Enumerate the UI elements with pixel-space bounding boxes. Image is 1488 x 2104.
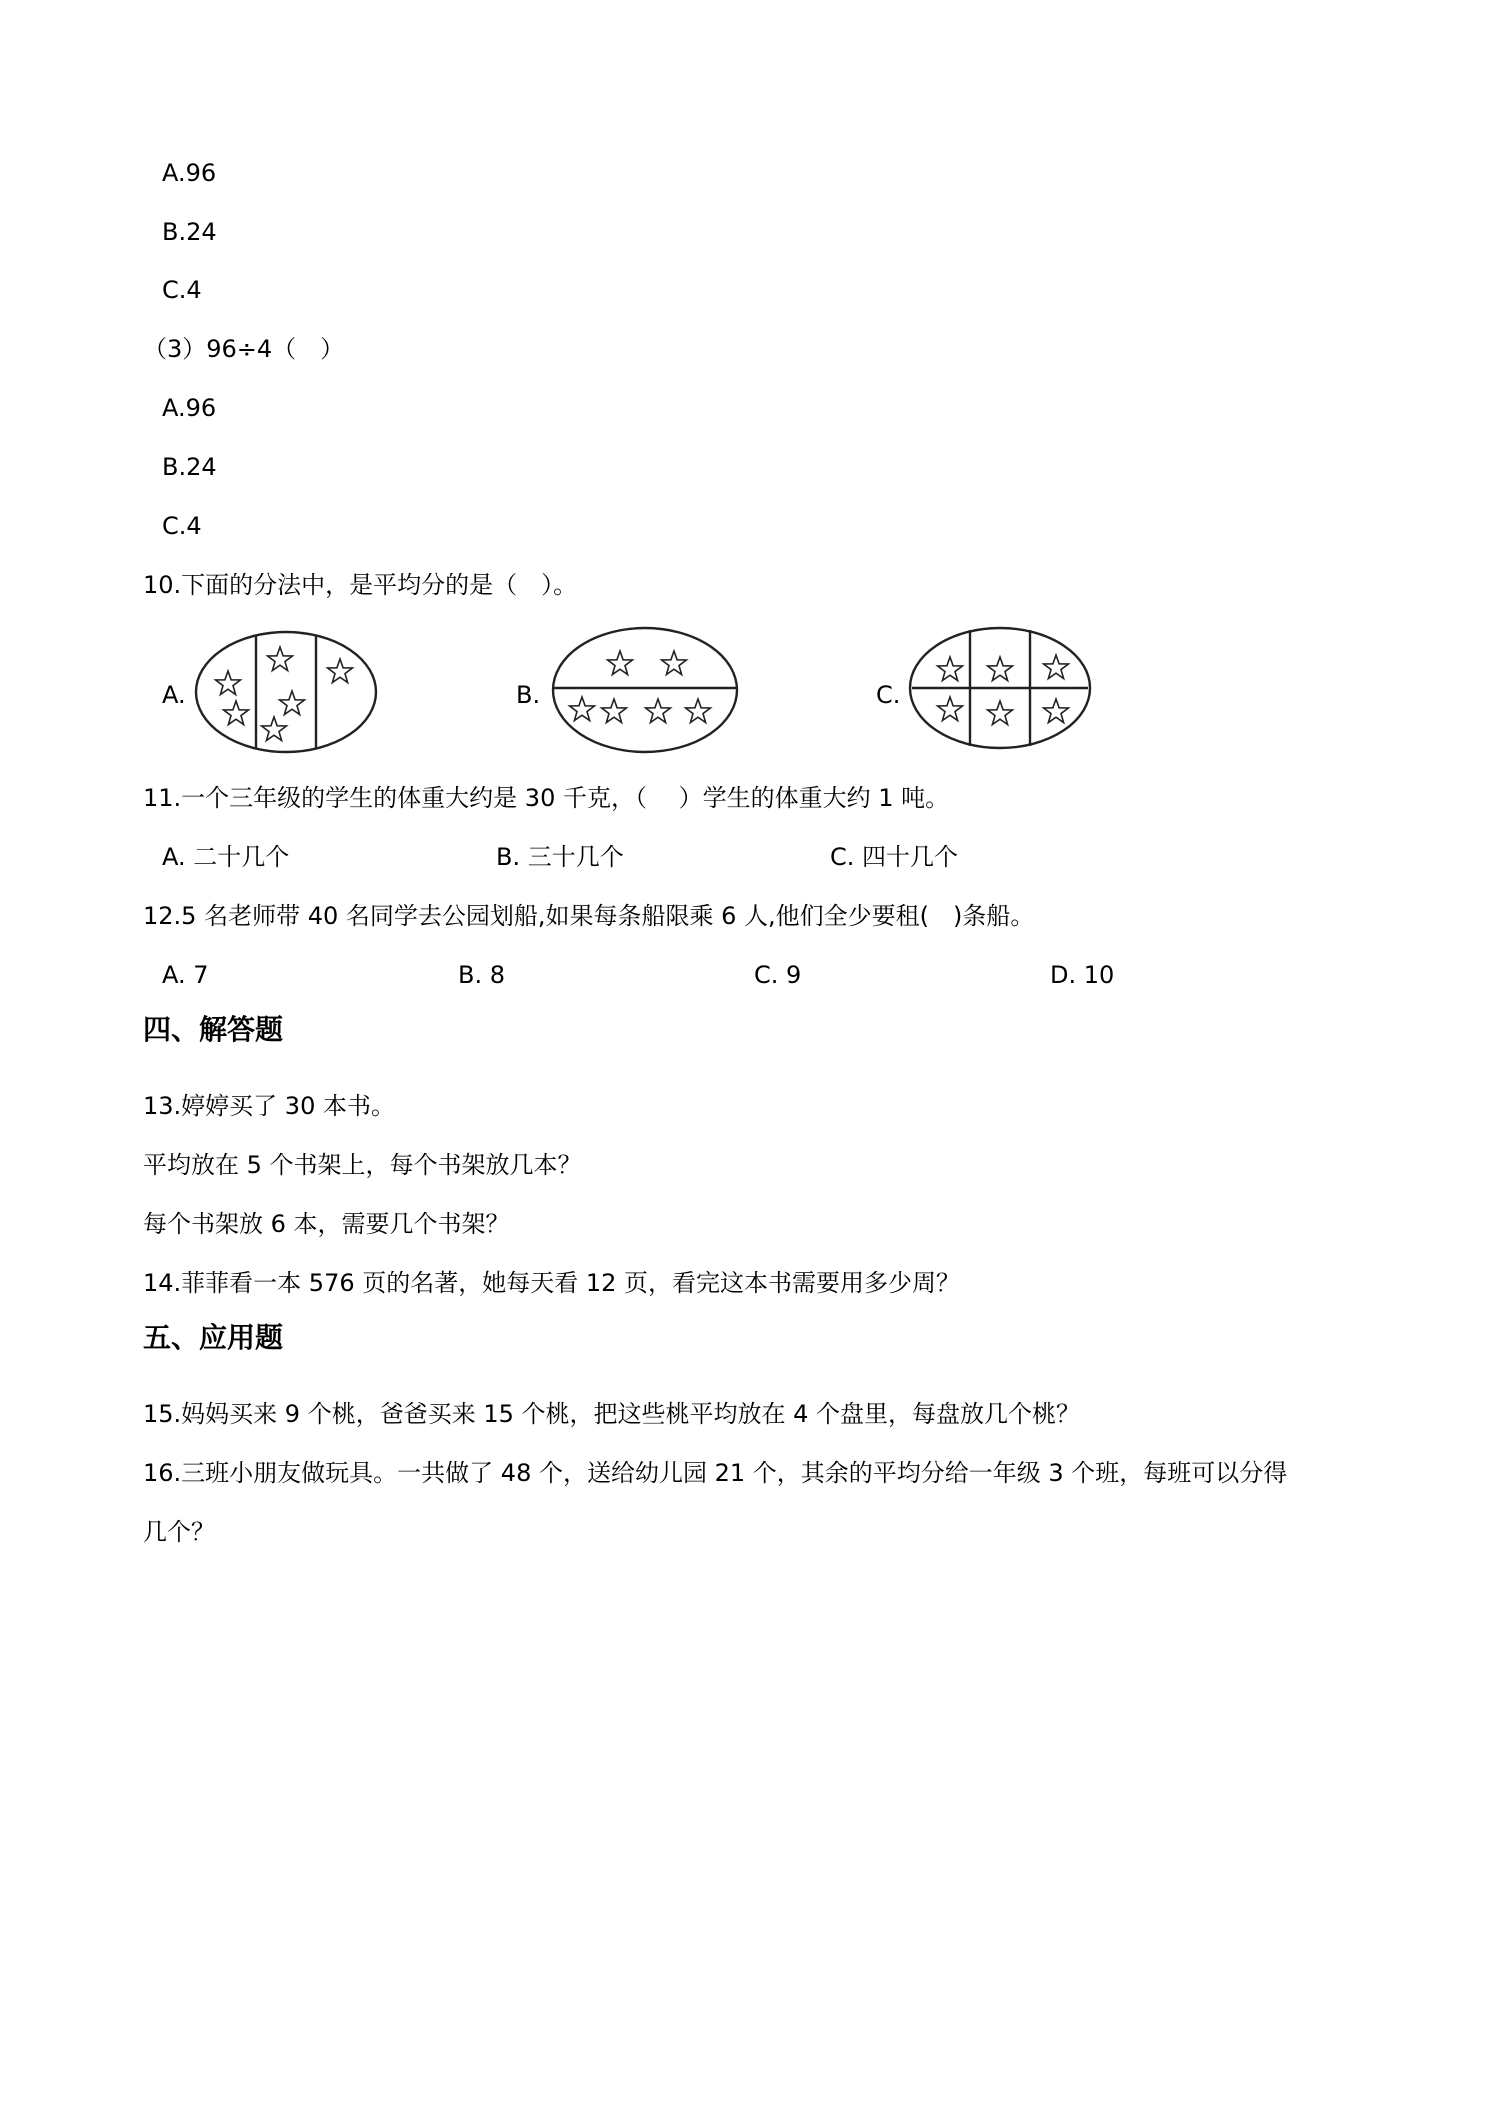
- q13-part-1: 平均放在 5 个书架上，每个书架放几本？: [143, 1151, 582, 1179]
- star-icon: [646, 699, 671, 723]
- q11-stem: 11.一个三年级的学生的体重大约是 30 千克，（ ）学生的体重大约 1 吨。: [143, 784, 950, 812]
- q12-option-a: A. 7: [162, 961, 209, 989]
- star-icon: [224, 701, 249, 725]
- star-icon: [216, 671, 241, 695]
- q13-stem: 13.婷婷买了 30 本书。: [143, 1092, 395, 1120]
- section-heading-5: 五、应用题: [143, 1321, 284, 1354]
- q16-stem-line-2: 几个？: [143, 1518, 215, 1546]
- star-icon: [1044, 655, 1069, 679]
- star-icon: [938, 657, 963, 681]
- q12-stem: 12.5 名老师带 40 名同学去公园划船,如果每条船限乘 6 人,他们全少要租( )条船。: [143, 902, 1035, 930]
- star-icon: [280, 691, 305, 715]
- q9-3-option-a: A.96: [162, 394, 217, 422]
- star-icon: [686, 699, 711, 723]
- q13-part-2: 每个书架放 6 本，需要几个书架？: [143, 1210, 510, 1238]
- star-icon: [988, 657, 1013, 681]
- q9-3-option-c: C.4: [162, 512, 202, 540]
- q10-figure-c: [906, 624, 1094, 752]
- q12-option-c: C. 9: [754, 961, 802, 989]
- q10-label-c: C.: [876, 681, 901, 709]
- star-icon: [608, 651, 633, 675]
- section-heading-4: 四、解答题: [143, 1013, 284, 1046]
- q14-stem: 14.菲菲看一本 576 页的名著，她每天看 12 页，看完这本书需要用多少周？: [143, 1269, 961, 1297]
- q11-option-c: C. 四十几个: [830, 843, 959, 871]
- q12-option-d: D. 10: [1050, 961, 1115, 989]
- q11-option-b: B. 三十几个: [496, 843, 624, 871]
- q16-stem-line-1: 16.三班小朋友做玩具。一共做了 48 个，送给幼儿园 21 个，其余的平均分给一年级 3 个班，每班可以分得: [143, 1459, 1288, 1487]
- oval-outline: [553, 628, 737, 752]
- star-icon: [570, 697, 595, 721]
- star-icon: [328, 659, 353, 683]
- star-icon: [262, 717, 287, 741]
- q9-2-option-a: A.96: [162, 159, 217, 187]
- star-icon: [1044, 699, 1069, 723]
- star-icon: [268, 647, 293, 671]
- q10-figure-a: [192, 628, 380, 756]
- q10-stem: 10.下面的分法中，是平均分的是（ ）。: [143, 571, 578, 599]
- star-icon: [602, 699, 627, 723]
- q10-label-a: A.: [162, 681, 186, 709]
- q9-2-option-b: B.24: [162, 218, 217, 246]
- q12-option-b: B. 8: [458, 961, 505, 989]
- q9-3-option-b: B.24: [162, 453, 217, 481]
- q11-option-a: A. 二十几个: [162, 843, 290, 871]
- star-icon: [988, 701, 1013, 725]
- q10-figure-b: [548, 624, 742, 756]
- star-icon: [662, 651, 687, 675]
- q9-3-stem: （3）96÷4（ ）: [143, 335, 345, 363]
- q15-stem: 15.妈妈买来 9 个桃，爸爸买来 15 个桃，把这些桃平均放在 4 个盘里，每盘放几个桃？: [143, 1400, 1081, 1428]
- q10-label-b: B.: [516, 681, 541, 709]
- star-icon: [938, 697, 963, 721]
- q9-2-option-c: C.4: [162, 276, 202, 304]
